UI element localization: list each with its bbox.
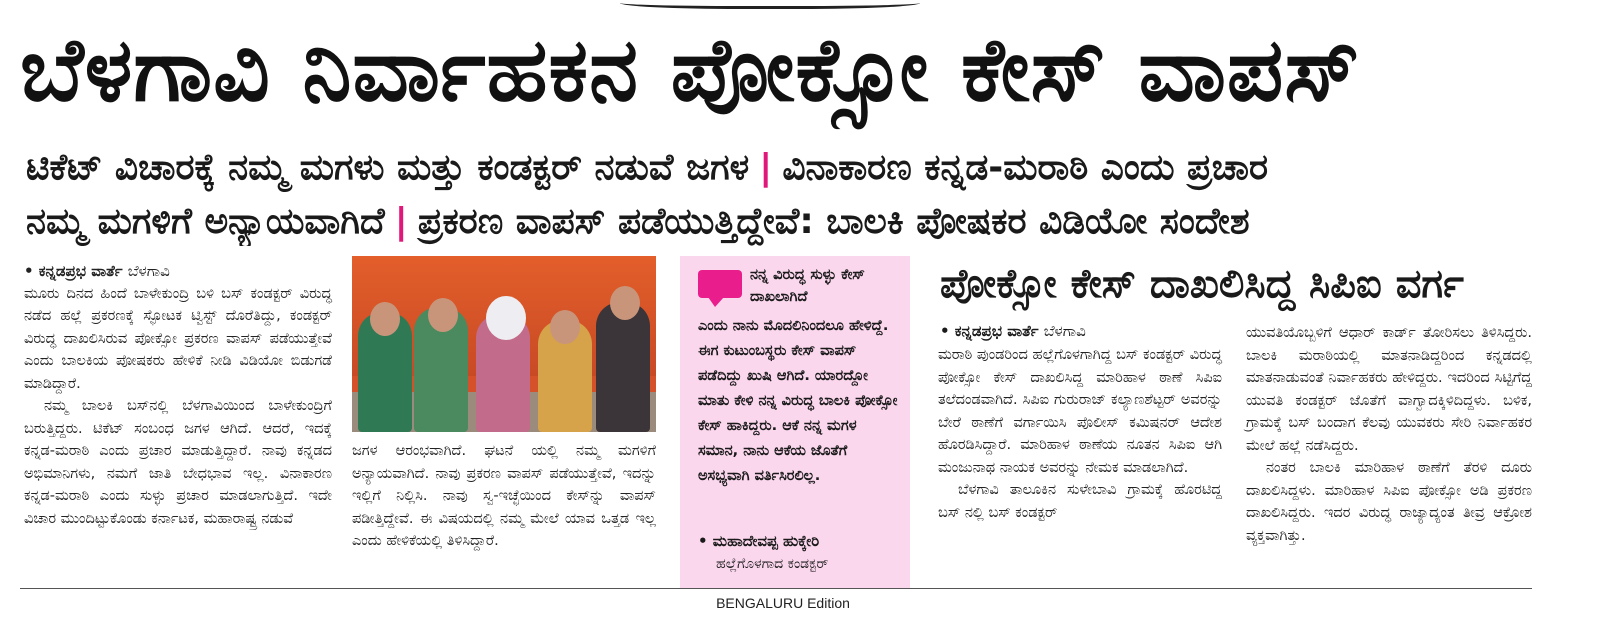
subheadline-1b: ವಿನಾಕಾರಣ ಕನ್ನಡ-ಮರಾಠಿ ಎಂದು ಪ್ರಚಾರ: [782, 147, 1269, 188]
subheadline-2a: ನಮ್ಮ ಮಗಳಿಗೆ ಅನ್ಯಾಯವಾಗಿದೆ: [26, 201, 385, 242]
story2-column-2: [1246, 322, 1532, 547]
story2-headline: ಪೋಕ್ಸೋ ಕೇಸ್ ದಾಖಲಿಸಿದ್ದ ಸಿಪಿಐ ವರ್ಗ: [940, 261, 1464, 307]
quote-box: [680, 256, 910, 588]
subheadline-separator: |: [759, 147, 773, 188]
story2-paragraph-1: ಮರಾಠಿ ಪುಂಡರಿಂದ ಹಲ್ಲೆಗೊಳಗಾಗಿದ್ದ ಬಸ್ ಕಂಡಕ್ಟರ್ ವಿರುದ್ಧ ಪೋಕ್ಸೋ ಕೇಸ್ ದಾಖಲಿಸಿದ್ದ ಮಾರಿಹಾಳ ಠಾಣೆ ಸಿಪಿಐ ತಲೆದಂಡವಾಗಿದೆ. ಸಿಪಿಐ ಗುರುರಾಜ್ ಕಲ್ಯಾಣಶೆಟ್ಟರ್ ಅವರನ್ನು ಬೇರೆ ಠಾಣೆಗೆ ವರ್ಗಾಯಿಸಿ ಪೊಲೀಸ್ ಕಮಿಷನರ್ ಆದೇಶ ಹೊರಡಿಸಿದ್ದಾರೆ. ಮಾರಿಹಾಳ ಠಾಣೆಯ ನೂತನ ಸಿಪಿಐ ಆಗಿ ಮಂಜುನಾಥ ನಾಯಕ ಅವರನ್ನು ನೇಮಕ ಮಾಡಲಾಗಿದೆ.: [938, 347, 1222, 476]
byline-place: ಬೆಳಗಾವಿ: [1043, 322, 1086, 340]
story1-column-2: [352, 440, 656, 553]
subheadline-line-1: [26, 144, 1586, 192]
byline-source: • ಕನ್ನಡಪ್ರಭ ವಾರ್ತೆ: [940, 322, 1039, 340]
byline-place: ಬೆಳಗಾವಿ: [127, 262, 170, 280]
edition-label: BENGALURU Edition: [716, 595, 850, 611]
subheadline-1a: ಟಿಕೆಟ್ ವಿಚಾರಕ್ಕೆ ನಮ್ಮ ಮಗಳು ಮತ್ತು ಕಂಡಕ್ಟರ್ ನಡುವೆ ಜಗಳ: [26, 147, 750, 188]
family-photo: [352, 256, 656, 432]
quote-body: ಎಂದು ನಾನು ಮೊದಲಿನಿಂದಲೂ ಹೇಳಿದ್ದೆ. ಈಗ ಕುಟುಂಬಸ್ಥರು ಕೇಸ್ ವಾಪಸ್ ಪಡೆದಿದ್ದು ಖುಷಿ ಆಗಿದೆ. ಯಾರದ್ದೋ ಮಾತು ಕೇಳಿ ನನ್ನ ವಿರುದ್ಧ ಬಾಲಕಿ ಪೋಕ್ಸೋ ಕೇಸ್ ಹಾಕಿದ್ದರು. ಆಕೆ ನನ್ನ ಮಗಳ ಸಮಾನ, ನಾನು ಆಕೆಯ ಜೊತೆಗೆ ಅಸಭ್ಯವಾಗಿ ವರ್ತಿಸಿರಲಿಲ್ಲ.: [698, 318, 898, 484]
footer-divider: [20, 588, 1532, 589]
quote-speaker-name: • ಮಹಾದೇವಪ್ಪ ಹುಕ್ಕೇರಿ: [698, 532, 820, 550]
story2-paragraph-2: ಬೆಳಗಾವಿ ತಾಲೂಕಿನ ಸುಳೇಬಾವಿ ಗ್ರಾಮಕ್ಕೆ ಹೊರಟಿದ್ದ ಬಸ್ ನಲ್ಲಿ ಬಸ್ ಕಂಡಕ್ಟರ್: [938, 482, 1222, 521]
story2-column-1: [938, 344, 1222, 524]
story1-byline: [24, 260, 332, 283]
main-headline: ಬೆಳಗಾವಿ ನಿರ್ವಾಹಕನ ಪೋಕ್ಸೋ ಕೇಸ್ ವಾಪಸ್: [20, 18, 1361, 121]
story1-paragraph-1: ಮೂರು ದಿನದ ಹಿಂದೆ ಬಾಳೇಕುಂದ್ರಿ ಬಳಿ ಬಸ್ ಕಂಡಕ್ಟರ್ ವಿರುದ್ಧ ನಡೆದ ಹಲ್ಲೆ ಪ್ರಕರಣಕ್ಕೆ ಸ್ಫೋಟಕ ಟ್ವಿಸ್ಟ್ ದೊರೆತಿದ್ದು, ಕಂಡಕ್ಟರ್ ವಿರುದ್ಧ ದಾಖಲಿಸಿರುವ ಪೋಕ್ಸೋ ಪ್ರಕರಣ ವಾಪಸ್ ಪಡೆಯುತ್ತೇವೆ ಎಂದು ಬಾಲಕಿಯ ಪೋಷಕರು ಹೇಳಿಕೆ ನೀಡಿ ವಿಡಿಯೋ ಬಿಡುಗಡೆ ಮಾಡಿದ್ದಾರೆ.: [24, 285, 332, 392]
quote-lead: ನನ್ನ ವಿರುದ್ಧ ಸುಳ್ಳು ಕೇಸ್ ದಾಖಲಾಗಿದೆ: [750, 267, 865, 305]
quote-speaker-role: ಹಲ್ಲೆಗೊಳಗಾದ ಕಂಡಕ್ಟರ್: [716, 556, 829, 572]
story2-paragraph-4: ನಂತರ ಬಾಲಕಿ ಮಾರಿಹಾಳ ಠಾಣೆಗೆ ತೆರಳಿ ದೂರು ದಾಖಲಿಸಿದ್ದಳು. ಮಾರಿಹಾಳ ಸಿಪಿಐ ಪೋಕ್ಸೋ ಅಡಿ ಪ್ರಕರಣ ದಾಖಲಿಸಿದ್ದರು. ಇದರ ವಿರುದ್ಧ ರಾಜ್ಯಾದ್ಯಂತ ತೀವ್ರ ಆಕ್ರೋಶ ವ್ಯಕ್ತವಾಗಿತ್ತು.: [1246, 460, 1532, 544]
cropped-masthead-mark: [620, 0, 920, 9]
subheadline-line-2: [26, 198, 1586, 246]
byline-source: • ಕನ್ನಡಪ್ರಭ ವಾರ್ತೆ: [24, 262, 123, 280]
story1-paragraph-2: ನಮ್ಮ ಬಾಲಕಿ ಬಸ್‌ನಲ್ಲಿ ಬೆಳಗಾವಿಯಿಂದ ಬಾಳೇಕುಂದ್ರಿಗೆ ಬರುತ್ತಿದ್ದರು. ಟಿಕೆಟ್ ಸಂಬಂಧ ಜಗಳ ಆಗಿದೆ. ಆದರೆ, ಇದಕ್ಕೆ ಕನ್ನಡ-ಮರಾಠಿ ಎಂದು ಪ್ರಚಾರ ಮಾಡುತ್ತಿದ್ದಾರೆ. ನಾವು ಕನ್ನಡದ ಅಭಿಮಾನಿಗಳು, ನಮಗೆ ಜಾತಿ ಬೇಧಭಾವ ಇಲ್ಲ. ವಿನಾಕಾರಣ ಕನ್ನಡ-ಮರಾಠಿ ಎಂದು ಸುಳ್ಳು ಪ್ರಚಾರ ಮಾಡಲಾಗುತ್ತಿದೆ. ಇದೇ ವಿಚಾರ ಮುಂದಿಟ್ಟುಕೊಂಡು ಕರ್ನಾಟಕ, ಮಹಾರಾಷ್ಟ್ರ ನಡುವೆ: [24, 398, 332, 527]
story2-byline: [940, 322, 1240, 340]
speech-bubble-icon: [698, 270, 742, 298]
story1-column-1: [24, 260, 332, 530]
subheadline-2b: ಪ್ರಕರಣ ವಾಪಸ್ ಪಡೆಯುತ್ತಿದ್ದೇವೆ: ಬಾಲಕಿ ಪೋಷಕರ ವಿಡಿಯೋ ಸಂದೇಶ: [417, 201, 1250, 242]
story1-paragraph-3: ಜಗಳ ಆರಂಭವಾಗಿದೆ. ಘಟನೆ ಯಲ್ಲಿ ನಮ್ಮ ಮಗಳಿಗೆ ಅನ್ಯಾಯವಾಗಿದೆ. ನಾವು ಪ್ರಕರಣ ವಾಪಸ್ ಪಡೆಯುತ್ತೇವೆ, ಇದನ್ನು ಇಲ್ಲಿಗೆ ನಿಲ್ಲಿಸಿ. ನಾವು ಸ್ವ-ಇಚ್ಛೆಯಿಂದ ಕೇಸ್‌ನ್ನು ವಾಪಸ್ ಪಡೀತ್ತಿದ್ದೇವೆ. ಈ ವಿಷಯದಲ್ಲಿ ನಮ್ಮ ಮೇಲೆ ಯಾವ ಒತ್ತಡ ಇಲ್ಲ ಎಂದು ಹೇಳಿಕೆಯಲ್ಲಿ ತಿಳಿಸಿದ್ದಾರೆ.: [352, 443, 656, 549]
subheadline-separator: |: [394, 201, 408, 242]
story2-paragraph-3: ಯುವತಿಯೊಬ್ಬಳಿಗೆ ಆಧಾರ್ ಕಾರ್ಡ್ ತೋರಿಸಲು ತಿಳಿಸಿದ್ದರು. ಬಾಲಕಿ ಮರಾಠಿಯಲ್ಲಿ ಮಾತನಾಡಿದ್ದರಿಂದ ಕನ್ನಡದಲ್ಲಿ ಮಾತನಾಡುವಂತೆ ನಿರ್ವಾಹಕರು ಹೇಳಿದ್ದರು. ಇದರಿಂದ ಸಿಟ್ಟಿಗೆದ್ದ ಯುವತಿ ಕಂಡಕ್ಟರ್ ಜೊತೆಗೆ ವಾಗ್ವಾದಕ್ಕಿಳಿದಿದ್ದಳು. ಬಳಿಕ, ಗ್ರಾಮಕ್ಕೆ ಬಸ್ ಬಂದಾಗ ಕೆಲವು ಯುವಕರು ಸೇರಿ ನಿರ್ವಾಹಕರ ಮೇಲೆ ಹಲ್ಲೆ ನಡೆಸಿದ್ದರು.: [1246, 325, 1532, 454]
